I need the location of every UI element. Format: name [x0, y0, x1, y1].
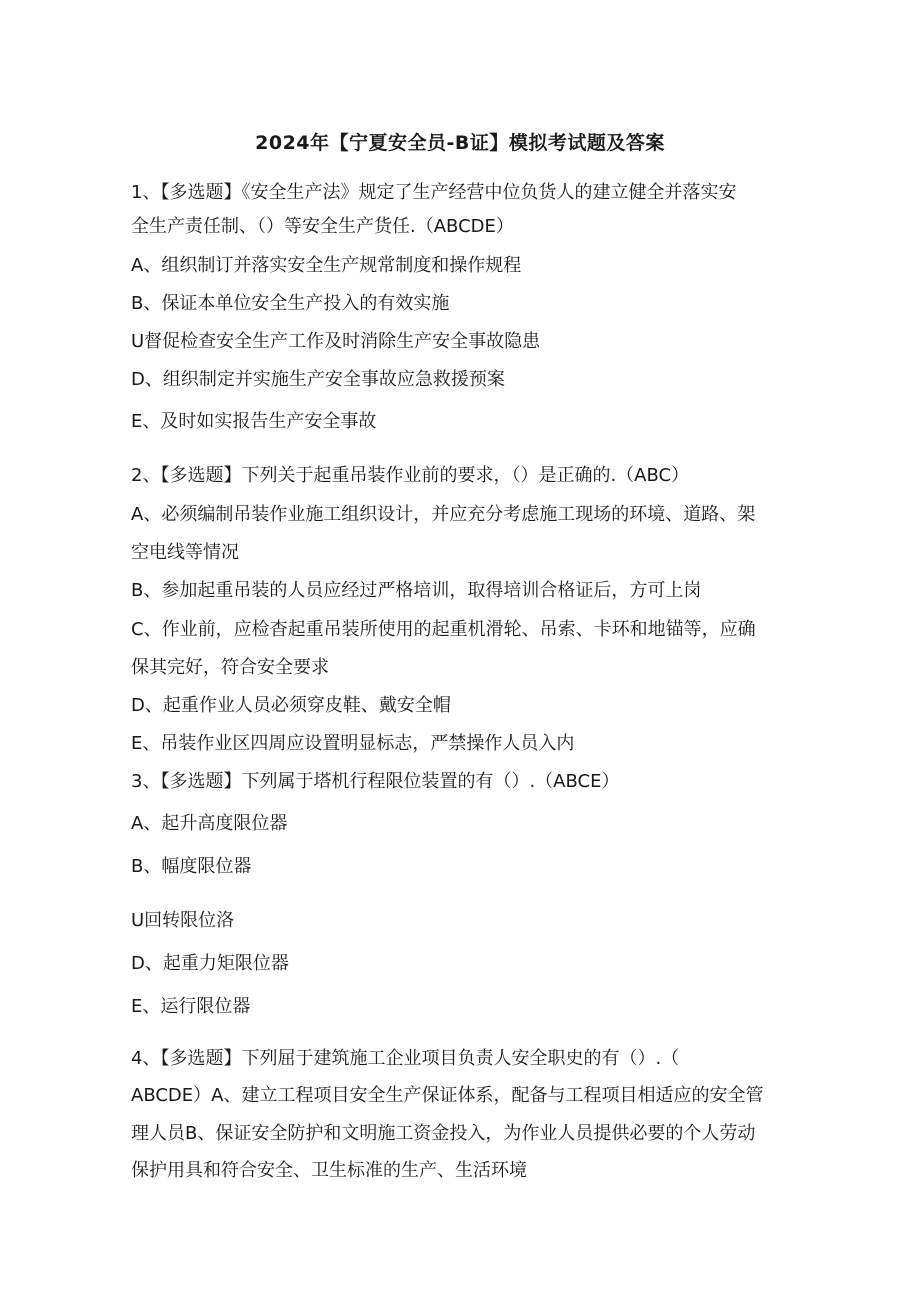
page-title: 2024年【宁夏安全员-B证】模拟考试题及答案 — [255, 132, 665, 154]
question-4-stem-line-1: 4、【多选题】下列屈于建筑施工企业项目负责人安全职史的有（）.（ — [131, 1048, 680, 1069]
question-1-option-c: U督促检查安全生产工作及时消除生产安全事故隐患 — [131, 331, 541, 352]
question-2-option-a-line-1: A、必须编制吊装作业施工组织设计，并应充分考虑施工现场的环境、道路、架 — [131, 504, 756, 525]
question-3-option-b: B、幅度限位器 — [131, 856, 252, 877]
question-2-option-a-line-2: 空电线等情况 — [131, 542, 239, 563]
question-3-option-d: D、起重力矩限位器 — [131, 953, 289, 974]
question-1-stem-line-1: 1、【多选题】《安全生产法》规定了生产经营中位负货人的建立健全并落实安 — [131, 182, 737, 203]
question-4-stem-line-2: ABCDE）A、建立工程项目安全生产保证体系，配备与工程项目相适应的安全管 — [131, 1085, 764, 1106]
question-4-stem-line-3: 理人员B、保证安全防护和文明施工资金投入，为作业人员提供必要的个人劳动 — [131, 1123, 756, 1144]
question-2-option-b: B、参加起重吊装的人员应经过严格培训，取得培训合格证后，方可上岗 — [131, 580, 702, 601]
question-2-option-c-line-2: 保其完好，符合安全要求 — [131, 657, 329, 678]
question-1-option-e: E、及时如实报告生产安全事故 — [131, 411, 377, 432]
question-2-option-d: D、起重作业人员必须穿皮鞋、戴安全帽 — [131, 695, 451, 716]
question-3-option-a: A、起升高度限位器 — [131, 813, 288, 834]
question-2-option-c-line-1: C、作业前，应检杳起重吊装所使用的起重机滑轮、吊索、卡环和地锚等，应确 — [131, 619, 756, 640]
question-2-stem: 2、【多选题】下列关于起重吊装作业前的要求，（）是正确的.（ABC） — [131, 465, 690, 486]
question-3-stem: 3、【多选题】下列属于塔机行程限位装置的有（）.（ABCE） — [131, 771, 620, 792]
question-3-option-e: E、运行限位器 — [131, 996, 251, 1017]
question-2-option-e: E、吊装作业区四周应设置明显标志，严禁操作人员入内 — [131, 733, 575, 754]
question-1-option-a: A、组织制订并落实安全生产规常制度和操作规程 — [131, 255, 522, 276]
question-1-option-d: D、组织制定并实施生产安全事故应急救援预案 — [131, 369, 505, 390]
question-3-option-c: U回转限位洛 — [131, 910, 235, 931]
question-1-option-b: B、保证本单位安全生产投入的有效实施 — [131, 293, 450, 314]
question-1-stem-line-2: 全生产责任制、（）等安全生产货任.（ABCDE） — [131, 216, 514, 237]
question-4-stem-line-4: 保护用具和符合安全、卫生标准的生产、生活环境 — [131, 1160, 527, 1181]
